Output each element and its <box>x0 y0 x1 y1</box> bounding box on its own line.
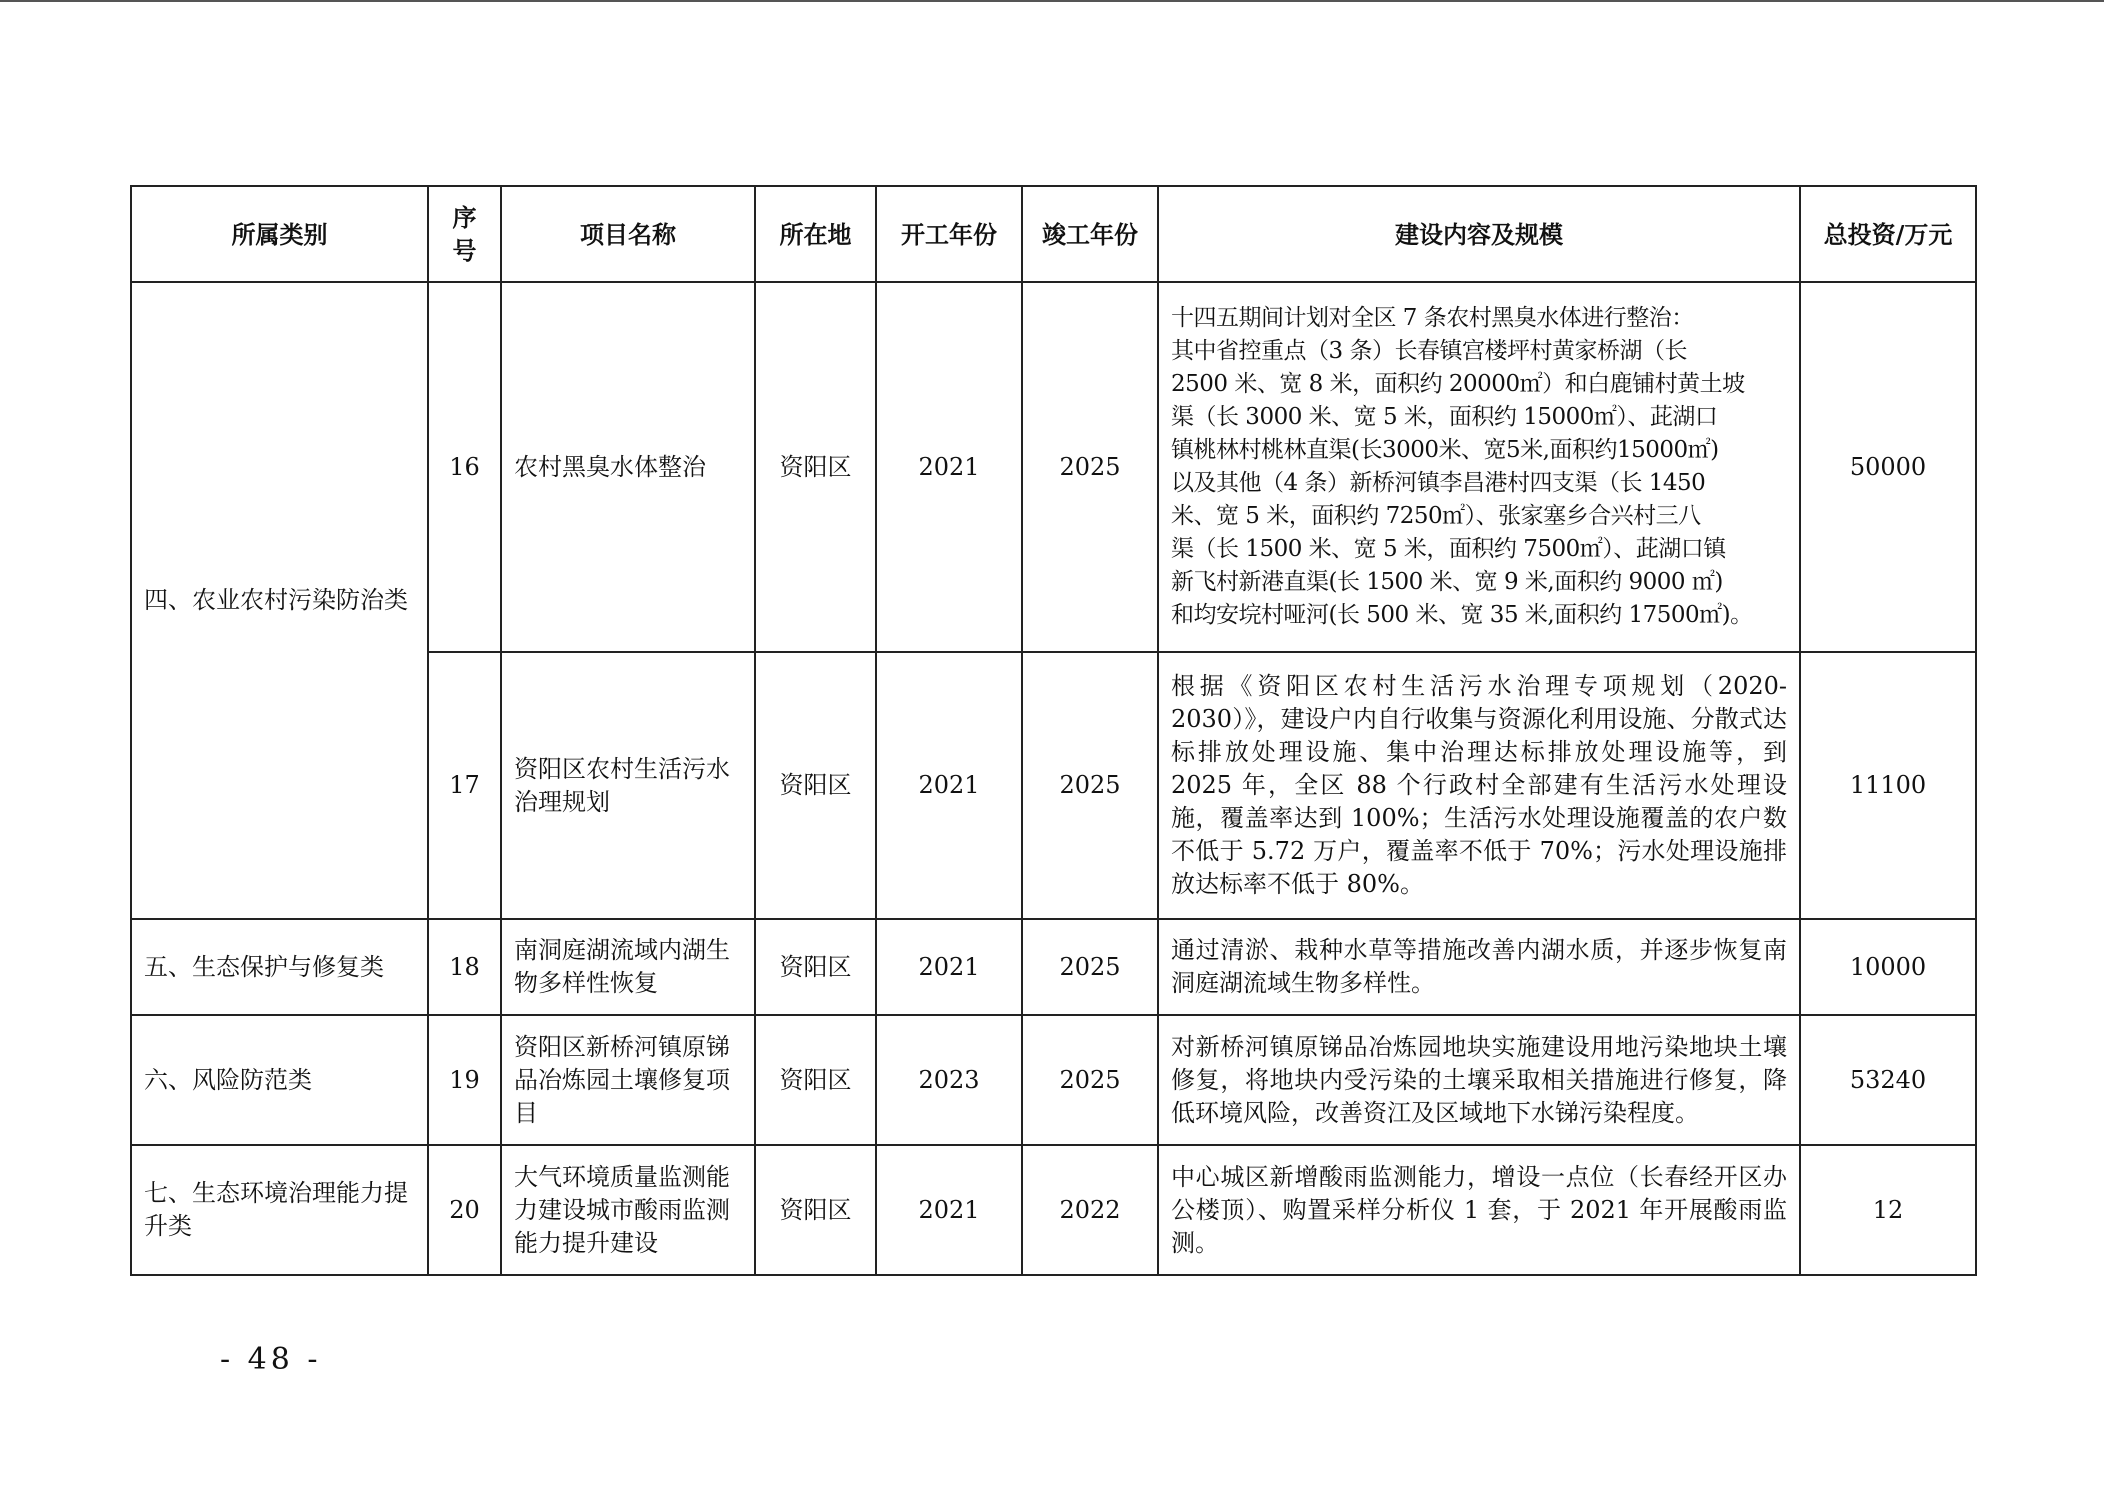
location-cell: 资阳区 <box>755 652 876 919</box>
header-investment: 总投资/万元 <box>1800 186 1976 282</box>
seq-cell: 17 <box>428 652 501 919</box>
category-cell: 六、风险防范类 <box>131 1015 428 1145</box>
start-year-cell: 2021 <box>876 282 1022 652</box>
content-cell: 根据《资阳区农村生活污水治理专项规划（2020-2030）》，建设户内自行收集与资源化利用设施、分散式达标排放处理设施、集中治理达标排放处理设施等，到 2025 年，全区 88 个行政村全部建有生活污水处理设施，覆盖率达到 100%；生活污水处理设施覆盖的农户数不低于 5.72 万户，覆盖率不低于 70%；污水处理设施排放达标率不低于 80%。 <box>1158 652 1800 919</box>
header-seq-line2: 号 <box>452 236 477 265</box>
category-cell: 五、生态保护与修复类 <box>131 919 428 1015</box>
investment-cell: 12 <box>1800 1145 1976 1275</box>
content-line: 其中省控重点（3 条）长春镇宫楼坪村黄家桥湖（长 <box>1171 338 1687 364</box>
content-cell: 通过清淤、栽种水草等措施改善内湖水质，并逐步恢复南洞庭湖流域生物多样性。 <box>1158 919 1800 1015</box>
end-year-cell: 2022 <box>1022 1145 1158 1275</box>
category-cell: 四、农业农村污染防治类 <box>131 282 428 919</box>
header-category: 所属类别 <box>131 186 428 282</box>
content-line: 渠（长 1500 米、宽 5 米，面积约 7500㎡）、茈湖口镇 <box>1171 536 1726 562</box>
content-line: 镇桃林村桃林直渠(长3000米、宽5米,面积约15000㎡) <box>1171 437 1719 463</box>
seq-cell: 20 <box>428 1145 501 1275</box>
seq-cell: 16 <box>428 282 501 652</box>
header-seq <box>428 186 501 282</box>
content-line: 新飞村新港直渠(长 1500 米、宽 9 米,面积约 9000 ㎡) <box>1171 569 1723 595</box>
content-cell: 中心城区新增酸雨监测能力，增设一点位（长春经开区办公楼顶）、购置采样分析仪 1 套，于 2021 年开展酸雨监测。 <box>1158 1145 1800 1275</box>
category-cell: 七、生态环境治理能力提升类 <box>131 1145 428 1275</box>
location-cell: 资阳区 <box>755 919 876 1015</box>
header-location: 所在地 <box>755 186 876 282</box>
project-table <box>130 185 1977 1276</box>
content-line: 和均安垸村哑河(长 500 米、宽 35 米,面积约 17500㎡)。 <box>1171 602 1753 628</box>
project-name-cell: 大气环境质量监测能力建设城市酸雨监测能力提升建设 <box>501 1145 755 1275</box>
header-start-year: 开工年份 <box>876 186 1022 282</box>
table-row <box>131 282 1976 652</box>
content-line: 渠（长 3000 米、宽 5 米，面积约 15000㎡）、茈湖口 <box>1171 404 1718 430</box>
content-line: 十四五期间计划对全区 7 条农村黑臭水体进行整治： <box>1171 305 1694 331</box>
investment-cell: 50000 <box>1800 282 1976 652</box>
seq-cell: 18 <box>428 919 501 1015</box>
header-project-name: 项目名称 <box>501 186 755 282</box>
seq-cell: 19 <box>428 1015 501 1145</box>
project-name-cell: 农村黑臭水体整治 <box>501 282 755 652</box>
end-year-cell: 2025 <box>1022 282 1158 652</box>
investment-cell: 53240 <box>1800 1015 1976 1145</box>
header-seq-line1: 序 <box>452 203 477 232</box>
project-name-cell: 资阳区农村生活污水治理规划 <box>501 652 755 919</box>
project-name-cell: 资阳区新桥河镇原锑品冶炼园土壤修复项目 <box>501 1015 755 1145</box>
start-year-cell: 2023 <box>876 1015 1022 1145</box>
header-end-year: 竣工年份 <box>1022 186 1158 282</box>
start-year-cell: 2021 <box>876 1145 1022 1275</box>
header-row <box>131 186 1976 282</box>
end-year-cell: 2025 <box>1022 652 1158 919</box>
content-cell <box>1158 282 1800 652</box>
top-border-line <box>0 0 2104 2</box>
content-line: 以及其他（4 条）新桥河镇李昌港村四支渠（长 1450 <box>1171 470 1706 496</box>
page-number: - 48 - <box>220 1342 322 1377</box>
start-year-cell: 2021 <box>876 652 1022 919</box>
table-row <box>131 919 1976 1015</box>
content-line: 米、宽 5 米，面积约 7250㎡）、张家塞乡合兴村三八 <box>1171 503 1701 529</box>
header-content: 建设内容及规模 <box>1158 186 1800 282</box>
location-cell: 资阳区 <box>755 282 876 652</box>
content-cell: 对新桥河镇原锑品冶炼园地块实施建设用地污染地块土壤修复，将地块内受污染的土壤采取相关措施进行修复，降低环境风险，改善资江及区域地下水锑污染程度。 <box>1158 1015 1800 1145</box>
content-line: 2500 米、宽 8 米，面积约 20000㎡）和白鹿铺村黄土坡 <box>1171 371 1745 397</box>
end-year-cell: 2025 <box>1022 919 1158 1015</box>
start-year-cell: 2021 <box>876 919 1022 1015</box>
table-row <box>131 1015 1976 1145</box>
project-name-cell: 南洞庭湖流域内湖生物多样性恢复 <box>501 919 755 1015</box>
location-cell: 资阳区 <box>755 1015 876 1145</box>
location-cell: 资阳区 <box>755 1145 876 1275</box>
table-row <box>131 1145 1976 1275</box>
investment-cell: 11100 <box>1800 652 1976 919</box>
end-year-cell: 2025 <box>1022 1015 1158 1145</box>
investment-cell: 10000 <box>1800 919 1976 1015</box>
